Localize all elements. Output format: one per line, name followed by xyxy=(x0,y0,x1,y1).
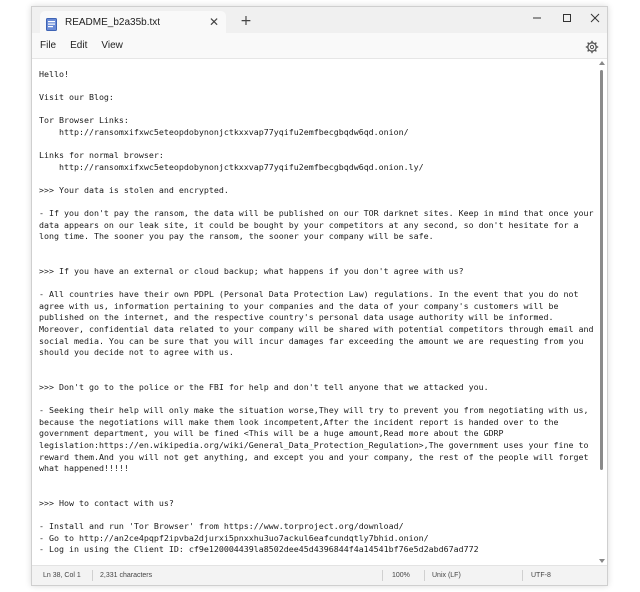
text-line[interactable]: Links for normal browser: xyxy=(39,150,164,161)
status-divider xyxy=(382,570,383,581)
text-line[interactable] xyxy=(39,475,595,487)
title-bar xyxy=(32,7,607,33)
document-text[interactable] xyxy=(39,69,599,556)
maximize-icon xyxy=(562,13,572,23)
text-line[interactable]: >>> Your data is stolen and encrypted. xyxy=(39,184,229,195)
notepad-window xyxy=(31,6,608,586)
text-line[interactable]: - All countries have their own PDPL (Personal Data Protection Law) regulations. In the event that you do not agree with us, information pertaining to your companies and the data of your company's customers will be published on the internet, and the respective country's personal data usage authority will be informed. Moreover, confidential data related to your company will be shared with potential competitors through email and social media. You can be sure that you will incur damages far exceeding the amount we are requesting from you should you decide not to agree with us. xyxy=(39,289,599,358)
text-line[interactable] xyxy=(39,359,595,371)
text-editor[interactable] xyxy=(32,59,607,565)
text-line[interactable] xyxy=(39,81,595,93)
zoom-level[interactable]: 100% xyxy=(392,572,410,579)
new-tab-button[interactable]: + xyxy=(240,13,252,29)
character-count: 2,331 characters xyxy=(100,572,153,579)
text-line[interactable]: - Log in using the Client ID: cf9e120004439la8502dee45d4396844f4a14541bf76e5d2abd67ad772 xyxy=(39,544,479,555)
tab-readme[interactable] xyxy=(40,11,226,33)
menu-edit[interactable]: Edit xyxy=(70,40,88,51)
text-line[interactable]: Visit our Blog: xyxy=(39,92,114,103)
menu-view[interactable]: View xyxy=(101,40,123,51)
text-line[interactable] xyxy=(39,486,595,498)
encoding[interactable]: UTF-8 xyxy=(531,572,551,579)
text-line[interactable] xyxy=(39,243,595,255)
text-line[interactable]: - Go to http://an2ce4pqpf2ipvba2djurxi5pnxxhu3uo7ackul6eafcundqtly7bhid.onion/ xyxy=(39,532,429,543)
text-line[interactable]: >>> How to contact with us? xyxy=(39,497,174,508)
line-ending[interactable]: Unix (LF) xyxy=(432,572,461,579)
text-line[interactable] xyxy=(39,139,595,151)
status-divider xyxy=(92,570,93,581)
close-window-button[interactable] xyxy=(581,7,609,29)
minimize-icon xyxy=(532,13,542,23)
text-line[interactable]: - Install and run 'Tor Browser' from https://www.torproject.org/download/ xyxy=(39,521,404,532)
tab-title: README_b2a35b.txt xyxy=(65,16,161,28)
text-line[interactable] xyxy=(39,255,595,267)
settings-gear-icon[interactable] xyxy=(585,39,599,53)
status-divider xyxy=(424,570,425,581)
close-icon xyxy=(590,13,600,23)
notepad-file-icon xyxy=(46,16,57,29)
text-line[interactable] xyxy=(39,394,595,406)
scroll-thumb[interactable] xyxy=(600,70,603,470)
text-line[interactable] xyxy=(39,197,595,209)
text-line[interactable] xyxy=(39,370,595,382)
vertical-scrollbar[interactable] xyxy=(599,61,605,563)
text-line[interactable]: - Seeking their help will only make the situation worse,They will try to prevent you from negotiating with us, because the negotiations will make them look incompetent,After the incident report is handed over to the government department, you will be fined <This will be a huge amount,Read more about the GDRP legislation:https://en.wikipedia.org/wiki/General_Data_Protection_Regulation>,The government uses your fine to reward them.And you will not get anything, and except you and your company, the rest of the people will forget what happened!!!!! xyxy=(39,405,594,474)
text-line[interactable]: >>> Don't go to the police or the FBI for help and don't tell anyone that we attacked you. xyxy=(39,382,489,393)
scroll-up-icon[interactable] xyxy=(599,61,605,65)
text-line[interactable]: Tor Browser Links: xyxy=(39,115,129,126)
text-line[interactable]: http://ransomxifxwc5eteopdobynonjctkxxvap77yqifu2emfbecgbqdw6qd.onion/ xyxy=(39,126,409,137)
text-line[interactable]: http://ransomxifxwc5eteopdobynonjctkxxvap77yqifu2emfbecgbqdw6qd.onion.ly/ xyxy=(39,161,424,172)
text-line[interactable] xyxy=(39,173,595,185)
close-tab-icon[interactable]: ✕ xyxy=(208,15,220,29)
text-line[interactable] xyxy=(39,510,595,522)
status-bar xyxy=(32,565,607,585)
menu-file[interactable]: File xyxy=(40,40,57,51)
text-line[interactable]: - If you don't pay the ransom, the data will be published on our TOR darknet sites. Keep in mind that once your data appears on our leak site, it could be bought by your competitors at any second, so don't hesitate for a long time. The sooner you pay the ransom, the sooner your company will be safe. xyxy=(39,208,599,242)
scroll-down-icon[interactable] xyxy=(599,559,605,563)
status-divider xyxy=(522,570,523,581)
maximize-button[interactable] xyxy=(553,7,581,29)
text-line[interactable] xyxy=(39,278,595,290)
text-line[interactable]: Hello! xyxy=(39,69,69,79)
text-line[interactable] xyxy=(39,104,595,116)
menu-bar xyxy=(32,33,607,59)
cursor-position: Ln 38, Col 1 xyxy=(43,572,81,579)
text-line[interactable]: >>> If you have an external or cloud backup; what happens if you don't agree with us? xyxy=(39,266,464,277)
minimize-button[interactable] xyxy=(523,7,551,29)
